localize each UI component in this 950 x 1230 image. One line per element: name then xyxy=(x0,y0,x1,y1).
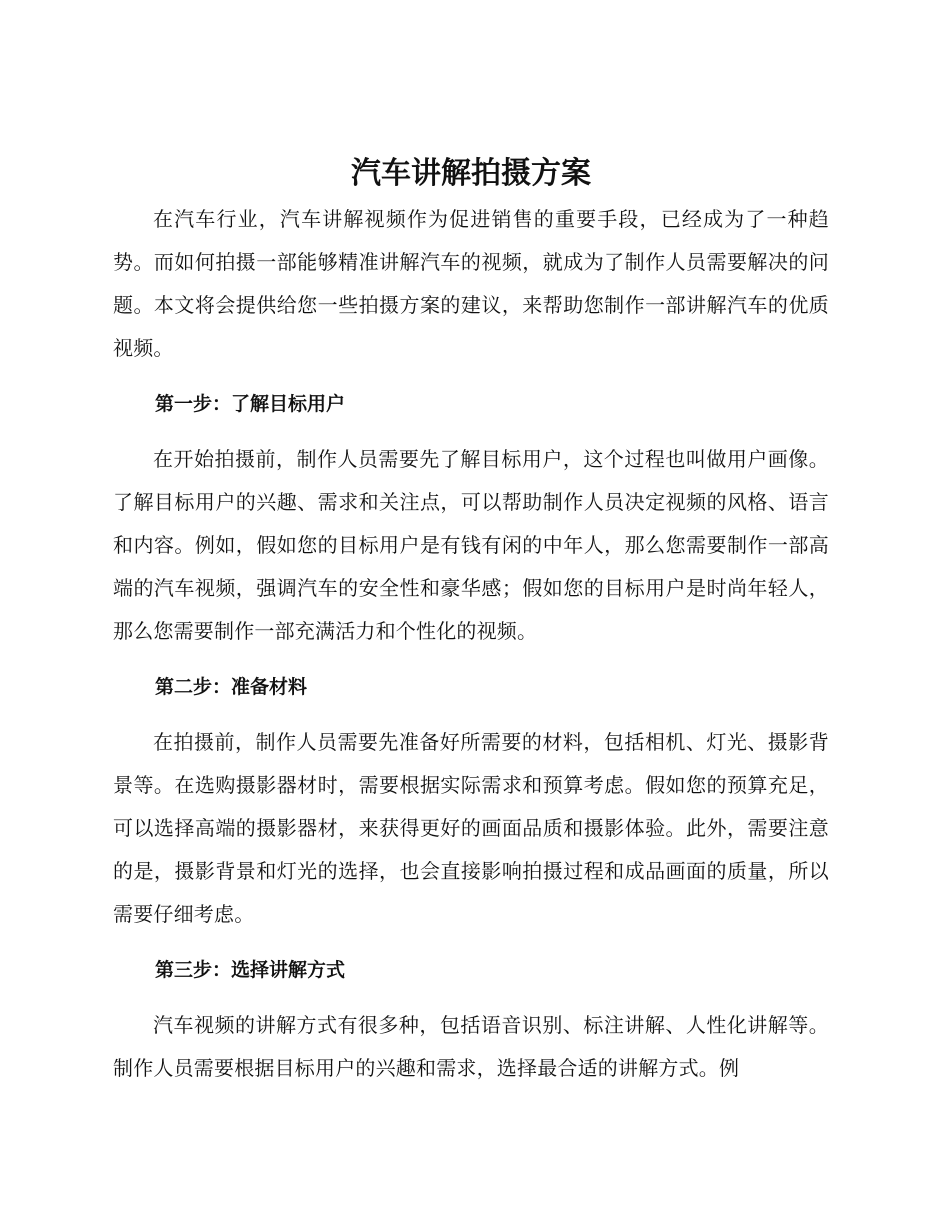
section-body-step-3: 汽车视频的讲解方式有很多种，包括语音识别、标注讲解、人性化讲解等。制作人员需要根据目标用户的兴趣和需求，选择最合适的讲解方式。例 xyxy=(113,1013,829,1080)
section-body-step-2: 在拍摄前，制作人员需要先准备好所需要的材料，包括相机、灯光、摄影背景等。在选购摄影器材时，需要根据实际需求和预算考虑。假如您的预算充足，可以选择高端的摄影器材，来获得更好的画面品质和摄影体验。此外，需要注意的是，摄影背景和灯光的选择，也会直接影响拍摄过程和成品画面的质量，所以需要仔细考虑。 xyxy=(113,730,829,926)
section-heading-step-1: 第一步：了解目标用户 xyxy=(155,393,346,415)
section-heading-step-3: 第三步：选择讲解方式 xyxy=(155,959,346,981)
document-page xyxy=(113,150,829,1090)
section-body-step-1: 在开始拍摄前，制作人员需要先了解目标用户，这个过程也叫做用户画像。了解目标用户的兴趣、需求和关注点，可以帮助制作人员决定视频的风格、语言和内容。例如，假如您的目标用户是有钱有闲的中年人，那么您需要制作一部高端的汽车视频，强调汽车的安全性和豪华感；假如您的目标用户是时尚年轻人，那么您需要制作一部充满活力和个性化的视频。 xyxy=(113,447,829,643)
intro-paragraph: 在汽车行业，汽车讲解视频作为促进销售的重要手段，已经成为了一种趋势。而如何拍摄一部能够精准讲解汽车的视频，就成为了制作人员需要解决的问题。本文将会提供给您一些拍摄方案的建议，来帮助您制作一部讲解汽车的优质视频。 xyxy=(113,207,829,360)
section-heading-step-2: 第二步：准备材料 xyxy=(155,676,308,698)
document-title: 汽车讲解拍摄方案 xyxy=(351,156,591,191)
